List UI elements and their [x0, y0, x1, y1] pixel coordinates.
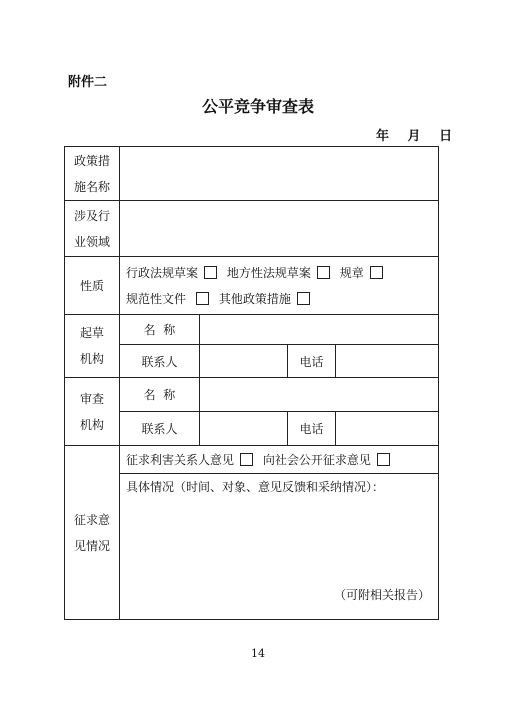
label-line: 机构: [79, 417, 104, 432]
drafting-name-field[interactable]: [200, 315, 439, 345]
label-line: 施名称: [73, 179, 110, 194]
option-public: 向社会公开征求意见: [262, 452, 371, 467]
opinion-options-line: [120, 447, 438, 473]
opinion-label: [65, 446, 120, 620]
option-rules: 规章: [339, 265, 364, 280]
nature-options: [120, 257, 439, 315]
review-name-field[interactable]: [200, 378, 439, 412]
industry-field[interactable]: [120, 201, 439, 257]
review-form-table: [64, 146, 439, 620]
checkbox-local-regulation[interactable]: [317, 266, 330, 279]
review-phone-field[interactable]: [336, 412, 439, 446]
label-line: 涉及行: [73, 208, 110, 223]
option-other-measures: 其他政策措施: [218, 291, 291, 306]
drafting-contact-label: 联系人: [120, 345, 200, 378]
checkbox-rules[interactable]: [370, 266, 383, 279]
opinion-details-label: 具体情况（时间、对象、意见反馈和采纳情况）：: [126, 480, 385, 494]
checkbox-admin-regulation[interactable]: [204, 266, 217, 279]
date-month: 月: [407, 129, 421, 144]
row-industry: [65, 201, 439, 257]
review-phone-label: 电话: [288, 412, 336, 446]
policy-name-field[interactable]: [120, 147, 439, 201]
option-stakeholder: 征求利害关系人意见: [126, 452, 235, 467]
drafting-org-label: [65, 315, 120, 378]
review-name-label: 名 称: [120, 378, 200, 412]
row-opinion-options: [65, 446, 439, 474]
date-year: 年: [376, 129, 390, 144]
form-title: 公平竞争审查表: [201, 97, 314, 116]
drafting-name-label: 名 称: [120, 315, 200, 345]
row-opinion-details: [65, 474, 439, 620]
opinion-details-field[interactable]: [120, 474, 439, 620]
review-contact-field[interactable]: [200, 412, 288, 446]
option-normative-document: 规范性文件: [126, 291, 187, 306]
label-line: 机构: [79, 352, 104, 366]
label-line: 审查: [79, 391, 104, 406]
review-org-label: [65, 378, 120, 446]
option-admin-regulation: 行政法规草案: [126, 265, 199, 280]
policy-name-label: [65, 147, 120, 201]
checkbox-other-measures[interactable]: [297, 292, 310, 305]
checkbox-normative-document[interactable]: [196, 292, 209, 305]
label-line: 见情况: [73, 538, 110, 553]
date-line: [376, 125, 452, 144]
row-drafting-contact: [65, 345, 439, 378]
checkbox-stakeholder[interactable]: [240, 453, 253, 466]
nature-options-line2: [120, 286, 438, 312]
page-number: 14: [251, 647, 265, 660]
label-line: 政策措: [73, 153, 110, 168]
row-review-name: [65, 378, 439, 412]
nature-label: 性质: [65, 257, 120, 315]
checkbox-public[interactable]: [377, 453, 390, 466]
attachment-label: 附件二: [68, 75, 108, 90]
date-day: 日: [439, 129, 453, 144]
drafting-contact-field[interactable]: [200, 345, 288, 378]
opinion-options: [120, 446, 439, 474]
nature-options-line1: [120, 260, 438, 286]
label-line: 征求意: [73, 512, 110, 527]
industry-label: [65, 201, 120, 257]
row-nature: [65, 257, 439, 315]
drafting-phone-field[interactable]: [336, 345, 439, 378]
label-line: 业领域: [73, 234, 110, 249]
label-line: 起草: [79, 326, 104, 340]
row-drafting-name: [65, 315, 439, 345]
row-review-contact: [65, 412, 439, 446]
drafting-phone-label: 电话: [288, 345, 336, 378]
option-local-regulation: 地方性法规草案: [226, 265, 311, 280]
attach-report-note: （可附相关报告）: [333, 588, 430, 602]
row-policy-name: [65, 147, 439, 201]
review-contact-label: 联系人: [120, 412, 200, 446]
